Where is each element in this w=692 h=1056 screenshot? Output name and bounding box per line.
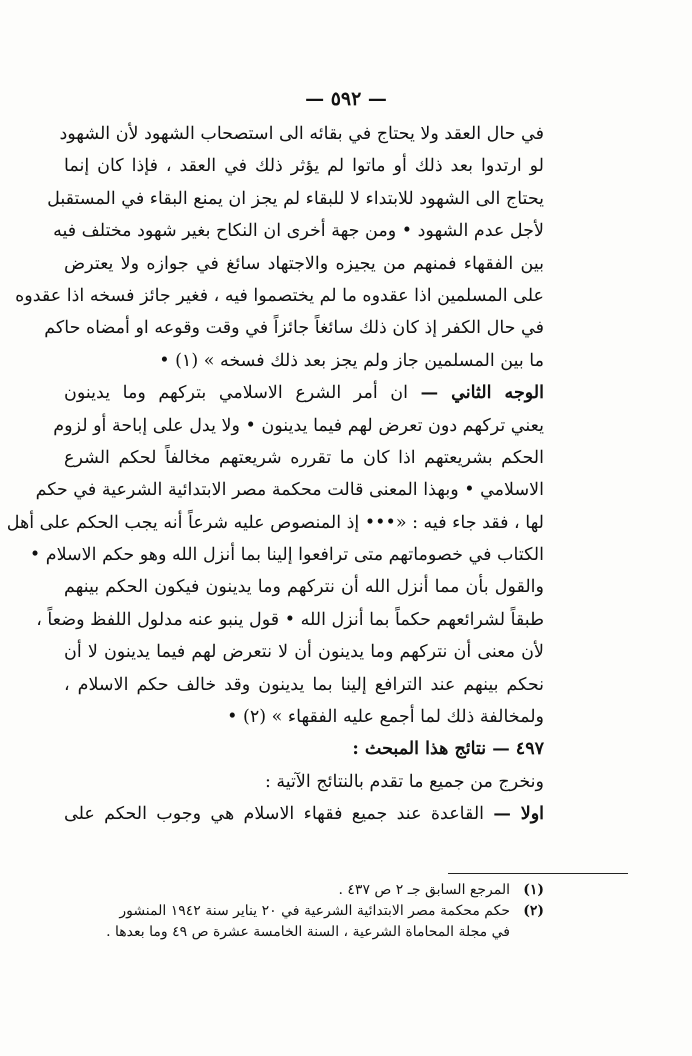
footnote-divider: [448, 873, 628, 874]
footnote-number: (١): [523, 882, 544, 898]
second-aspect-first-line: [64, 377, 544, 409]
footnote-1: [64, 880, 544, 901]
text-line: لو ارتدوا بعد ذلك أو ماتوا لم يؤثر ذلك في العقد ، فإذا كان إنما: [64, 156, 544, 177]
text-line: يحتاج الى الشهود للابتداء لا للبقاء لم يجز ان يمنع البقاء في المستقبل: [47, 188, 544, 209]
text-line: نحكم بينهم عند الترافع إلينا بما يدينون وقد خالف حكم الاسلام ،: [64, 674, 544, 695]
text-line: يعني تركهم دون تعرض لهم فيما يدينون • ولا يدل على إباحة أو لزوم: [53, 415, 544, 436]
text-line: لأجل عدم الشهود • ومن جهة أخرى ان النكاح بغير شهود مختلف فيه: [53, 221, 544, 242]
text-line: بين الفقهاء فمنهم من يجيزه والاجتهاد سائغ في جوازه ولا يعترض: [64, 253, 544, 274]
footnote-text: المرجع السابق جـ ٢ ص ٤٣٧ .: [338, 882, 510, 898]
text-line: لها ، فقد جاء فيه : «••• إذ المنصوص عليه شرعاً أنه يجب الحكم على أهل: [6, 512, 544, 533]
text-line: الحكم بشريعتهم اذا كان ما تقرره شريعتهم مخالفاً لحكم الشرع: [64, 447, 544, 468]
footnote-number: (٢): [523, 903, 544, 919]
second-aspect-first-line-rest: ان أمر الشرع الاسلامي بتركهم وما يدينون: [64, 383, 421, 404]
footnote-2: [64, 901, 544, 922]
first-result-lead: اولا —: [493, 804, 545, 825]
text-line: في حال الكفر إذ كان ذلك سائغاً جائزاً في وقت وقوعه او أمضاه حاكم: [44, 318, 544, 339]
main-text: [6, 118, 545, 831]
section-heading: ٤٩٧ — نتائج هذا المبحث :: [352, 739, 544, 760]
footnote-text: حكم محكمة مصر الابتدائية الشرعية في ٢٠ يناير سنة ١٩٤٢ المنشور: [119, 903, 510, 919]
first-result-line: [64, 798, 544, 830]
footnotes: [64, 880, 544, 943]
second-aspect-lead: الوجه الثاني —: [420, 383, 544, 404]
text-line: الاسلامي • وبهذا المعنى قالت محكمة مصر الابتدائية الشرعية في حكم: [35, 480, 544, 501]
page-number: — ٥٩٢ —: [305, 88, 387, 110]
footnote-2-continuation: في مجلة المحاماة الشرعية ، السنة الخامسة عشرة ص ٤٩ وما بعدها .: [106, 924, 510, 940]
text-line: الكتاب في خصوماتهم متى ترافعوا إلينا بما أنزل الله وهو حكم الاسلام •: [29, 545, 544, 566]
text-line: طبقاً لشرائعهم حكماً بما أنزل الله • قول ينبو عنه مدلول اللفظ وضعاً ،: [36, 609, 544, 630]
text-line: ما بين المسلمين جاز ولم يجز بعد ذلك فسخه » (١) •: [159, 350, 544, 371]
text-line: والقول بأن مما أنزل الله أن نتركهم وما يدينون فيكون الحكم بينهم: [64, 577, 544, 598]
text-line: على المسلمين اذا عقدوه ما لم يختصموا فيه ، فغير جائز فسخه اذا عقدوه: [15, 285, 544, 306]
first-result-rest: القاعدة عند جميع فقهاء الاسلام هي وجوب الحكم على: [64, 804, 494, 825]
text-line: في حال العقد ولا يحتاج في بقائه الى استصحاب الشهود لأن الشهود: [59, 124, 544, 144]
text-line: لأن معنى أن نتركهم وما يدينون أن لا نتعرض لهم فيما يدينون لا أن: [64, 642, 544, 663]
conclusion-intro: ونخرج من جميع ما تقدم بالنتائج الآتية :: [264, 771, 544, 792]
text-line: ولمخالفة ذلك لما أجمع عليه الفقهاء » (٢) •: [227, 707, 544, 728]
